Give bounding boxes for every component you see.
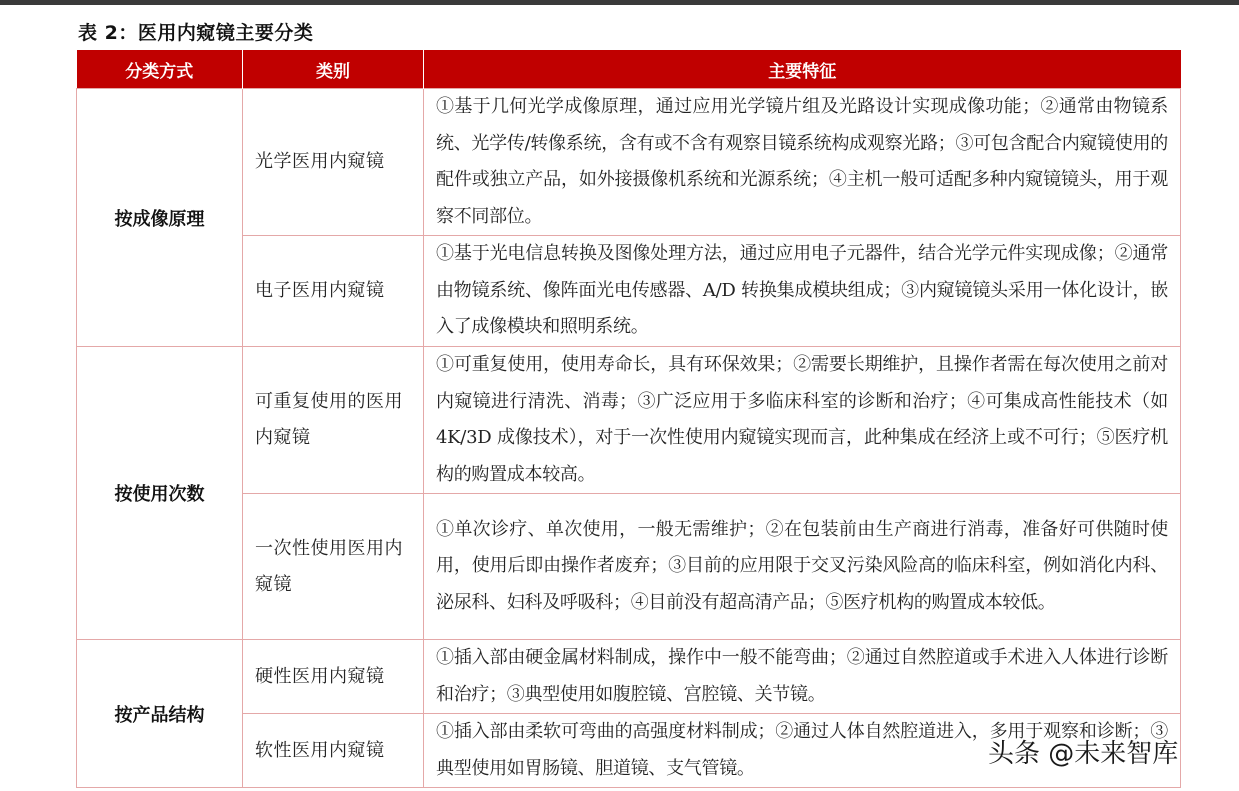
category-cell: 可重复使用的医用内窥镜 — [243, 347, 424, 494]
header-category: 类别 — [243, 50, 424, 89]
top-border — [0, 0, 1239, 5]
features-cell: ①插入部由硬金属材料制成，操作中一般不能弯曲；②通过自然腔道或手术进入人体进行诊断和治疗；③典型使用如腹腔镜、宫腔镜、关节镜。 — [424, 640, 1181, 714]
header-method: 分类方式 — [77, 50, 243, 89]
category-cell: 一次性使用医用内窥镜 — [243, 494, 424, 640]
table-row — [77, 89, 1181, 236]
header-features: 主要特征 — [424, 50, 1181, 89]
watermark-text: 头条 @未来智库 — [988, 739, 1179, 769]
features-cell: ①可重复使用，使用寿命长，具有环保效果；②需要长期维护，且操作者需在每次使用之前对内窥镜进行清洗、消毒；③广泛应用于多临床科室的诊断和治疗；④可集成高性能技术（如 4K/3D 成像技术），对于一次性使用内窥镜实现而言，此种集成在经济上或不可行；⑤医疗机构的购置成本较高。 — [424, 347, 1181, 494]
category-cell: 软性医用内窥镜 — [243, 714, 424, 788]
category-cell: 光学医用内窥镜 — [243, 89, 424, 236]
table-row — [77, 640, 1181, 714]
features-cell: ①插入部由柔软可弯曲的高强度材料制成；②通过人体自然腔道进入，多用于观察和诊断；③典型使用如胃肠镜、胆道镜、支气管镜。 — [424, 714, 1181, 788]
table-row — [77, 347, 1181, 494]
features-cell: ①基于几何光学成像原理，通过应用光学镜片组及光路设计实现成像功能；②通常由物镜系统、光学传/转像系统，含有或不含有观察目镜系统构成观察光路；③可包含配合内窥镜使用的配件或独立产品，如外接摄像机系统和光源系统；④主机一般可适配多种内窥镜镜头，用于观察不同部位。 — [424, 89, 1181, 236]
category-cell: 电子医用内窥镜 — [243, 236, 424, 347]
group-usage-count: 按使用次数 — [77, 347, 243, 640]
table-title: 表 2：医用内窥镜主要分类 — [78, 22, 314, 44]
header-row — [77, 50, 1181, 89]
features-cell: ①基于光电信息转换及图像处理方法，通过应用电子元器件，结合光学元件实现成像；②通常由物镜系统、像阵面光电传感器、A/D 转换集成模块组成；③内窥镜镜头采用一体化设计，嵌入了成像模块和照明系统。 — [424, 236, 1181, 347]
group-imaging-principle: 按成像原理 — [77, 89, 243, 347]
category-cell: 硬性医用内窥镜 — [243, 640, 424, 714]
classification-table — [76, 50, 1181, 788]
table-row — [77, 236, 1181, 347]
features-cell: ①单次诊疗、单次使用，一般无需维护；②在包装前由生产商进行消毒，准备好可供随时使用，使用后即由操作者废弃；③目前的应用限于交叉污染风险高的临床科室，例如消化内科、泌尿科、妇科及呼吸科；④目前没有超高清产品；⑤医疗机构的购置成本较低。 — [424, 494, 1181, 640]
group-product-structure: 按产品结构 — [77, 640, 243, 788]
table-row — [77, 494, 1181, 640]
